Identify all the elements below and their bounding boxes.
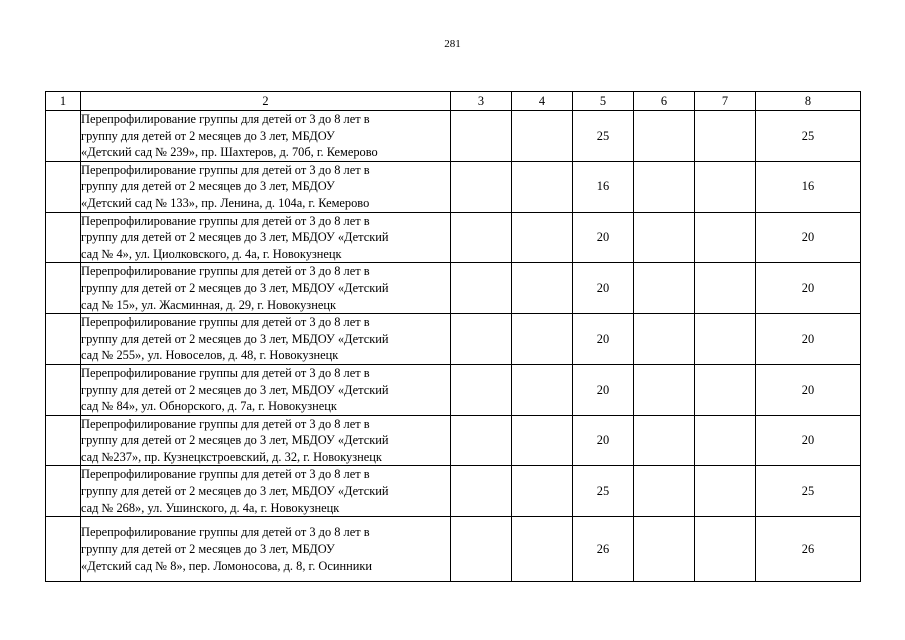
cell-col-8: 16 [756,161,861,212]
cell-col-5: 20 [573,364,634,415]
cell-col-6 [634,161,695,212]
table-row [46,415,861,466]
cell-col-3 [451,111,512,162]
description-line: группу для детей от 2 месяцев до 3 лет, МБДОУ [81,541,335,556]
cell-col-3 [451,466,512,517]
cell-col-6 [634,415,695,466]
description-line: Перепрофилирование группы для детей от 3 до 8 лет в [81,162,370,177]
description-line: группу для детей от 2 месяцев до 3 лет, МБДОУ [81,128,335,143]
table-row [46,517,861,582]
description-line: сад № 4», ул. Циолковского, д. 4а, г. Новокузнецк [81,246,342,261]
cell-description [81,161,451,212]
table-row [46,364,861,415]
column-header-8: 8 [756,92,861,111]
cell-col-4 [512,415,573,466]
table-row [46,263,861,314]
page-number: 281 [444,38,461,50]
cell-col-3 [451,364,512,415]
cell-col-8: 25 [756,111,861,162]
cell-col-6 [634,314,695,365]
cell-col-6 [634,111,695,162]
cell-col-5: 25 [573,111,634,162]
cell-col-7 [695,364,756,415]
description-line: сад № 84», ул. Обнорского, д. 7а, г. Новокузнецк [81,399,337,414]
description-line: Перепрофилирование группы для детей от 3 до 8 лет в [81,467,370,482]
cell-col-3 [451,314,512,365]
cell-col-7 [695,466,756,517]
cell-col-5: 20 [573,314,634,365]
cell-col-1 [46,517,81,582]
cell-col-4 [512,263,573,314]
cell-col-7 [695,415,756,466]
cell-description [81,212,451,263]
cell-col-8: 25 [756,466,861,517]
cell-description [81,263,451,314]
cell-col-7 [695,212,756,263]
cell-col-1 [46,466,81,517]
cell-col-4 [512,314,573,365]
cell-col-5: 20 [573,212,634,263]
description-line: группу для детей от 2 месяцев до 3 лет, МБДОУ [81,179,335,194]
cell-col-4 [512,364,573,415]
column-header-4: 4 [512,92,573,111]
cell-col-8: 20 [756,263,861,314]
cell-description [81,517,451,582]
cell-col-6 [634,364,695,415]
description-line: группу для детей от 2 месяцев до 3 лет, МБДОУ «Детский [81,230,389,245]
cell-col-7 [695,263,756,314]
column-header-1: 1 [46,92,81,111]
cell-col-8: 26 [756,517,861,582]
description-line: «Детский сад № 133», пр. Ленина, д. 104а, г. Кемерово [81,195,370,210]
cell-description [81,364,451,415]
description-line: сад № 15», ул. Жасминная, д. 29, г. Новокузнецк [81,297,336,312]
cell-col-3 [451,415,512,466]
column-header-3: 3 [451,92,512,111]
cell-col-6 [634,466,695,517]
cell-col-7 [695,517,756,582]
cell-col-4 [512,111,573,162]
table-row [46,314,861,365]
cell-col-3 [451,517,512,582]
column-header-6: 6 [634,92,695,111]
description-line: сад № 255», ул. Новоселов, д. 48, г. Новокузнецк [81,348,339,363]
cell-description [81,314,451,365]
column-header-7: 7 [695,92,756,111]
cell-col-3 [451,161,512,212]
description-line: группу для детей от 2 месяцев до 3 лет, МБДОУ «Детский [81,382,389,397]
cell-col-8: 20 [756,415,861,466]
cell-description [81,111,451,162]
description-line: Перепрофилирование группы для детей от 3 до 8 лет в [81,264,370,279]
cell-col-3 [451,212,512,263]
cell-description [81,466,451,517]
description-line: Перепрофилирование группы для детей от 3 до 8 лет в [81,112,370,126]
cell-col-1 [46,161,81,212]
description-line: группу для детей от 2 месяцев до 3 лет, МБДОУ «Детский [81,433,389,448]
cell-col-7 [695,161,756,212]
table-row [46,466,861,517]
table-header-row [46,92,861,111]
cell-col-8: 20 [756,212,861,263]
cell-col-1 [46,263,81,314]
description-line: Перепрофилирование группы для детей от 3 до 8 лет в [81,315,370,330]
cell-col-5: 25 [573,466,634,517]
cell-col-5: 26 [573,517,634,582]
cell-col-4 [512,161,573,212]
cell-col-5: 16 [573,161,634,212]
cell-col-6 [634,263,695,314]
cell-col-4 [512,212,573,263]
cell-col-1 [46,314,81,365]
cell-col-1 [46,364,81,415]
cell-col-8: 20 [756,364,861,415]
description-line: сад №237», пр. Кузнецкстроевский, д. 32, г. Новокузнецк [81,449,382,464]
cell-col-3 [451,263,512,314]
description-line: сад № 268», ул. Ушинского, д. 4а, г. Новокузнецк [81,500,340,515]
cell-col-7 [695,111,756,162]
description-line: Перепрофилирование группы для детей от 3 до 8 лет в [81,525,370,540]
table-row [46,161,861,212]
description-line: «Детский сад № 8», пер. Ломоносова, д. 8, г. Осинники [81,558,373,573]
cell-col-1 [46,415,81,466]
cell-col-1 [46,111,81,162]
cell-col-6 [634,517,695,582]
table-row [46,111,861,162]
cell-col-1 [46,212,81,263]
description-line: группу для детей от 2 месяцев до 3 лет, МБДОУ «Детский [81,484,389,499]
description-line: Перепрофилирование группы для детей от 3 до 8 лет в [81,213,370,228]
cell-col-6 [634,212,695,263]
data-table [45,91,861,582]
cell-col-7 [695,314,756,365]
column-header-5: 5 [573,92,634,111]
cell-col-8: 20 [756,314,861,365]
table-row [46,212,861,263]
description-line: Перепрофилирование группы для детей от 3 до 8 лет в [81,365,370,380]
column-header-2: 2 [81,92,451,111]
cell-col-4 [512,466,573,517]
description-line: группу для детей от 2 месяцев до 3 лет, МБДОУ «Детский [81,280,389,295]
cell-col-4 [512,517,573,582]
cell-col-5: 20 [573,263,634,314]
description-line: Перепрофилирование группы для детей от 3 до 8 лет в [81,416,370,431]
cell-col-5: 20 [573,415,634,466]
description-line: группу для детей от 2 месяцев до 3 лет, МБДОУ «Детский [81,331,389,346]
cell-description [81,415,451,466]
description-line: «Детский сад № 239», пр. Шахтеров, д. 70б, г. Кемерово [81,145,378,160]
